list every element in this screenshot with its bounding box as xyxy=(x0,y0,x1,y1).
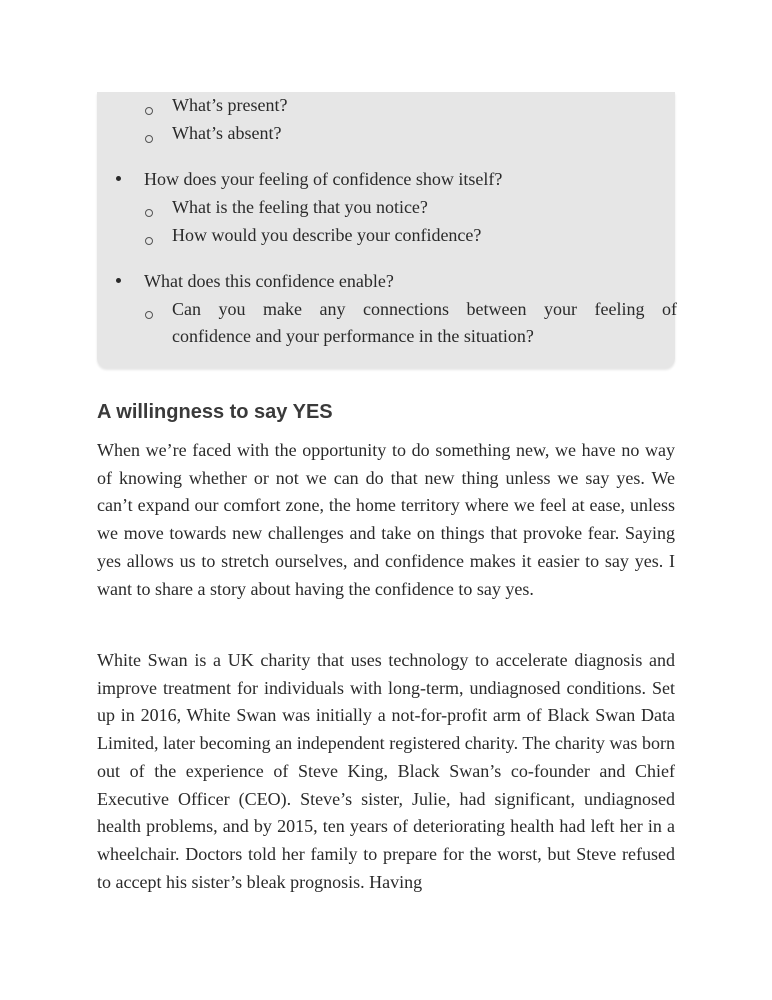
callout-subitem: What’s absent? xyxy=(172,123,282,143)
bullet-icon xyxy=(116,176,121,181)
callout-item: How does your feeling of confidence show itself? xyxy=(144,169,503,189)
hollow-bullet-icon xyxy=(145,107,153,115)
callout-subitem: How would you describe your confidence? xyxy=(172,225,482,245)
callout-subitem: What is the feeling that you notice? xyxy=(172,197,428,217)
body-paragraph: When we’re faced with the opportunity to do something new, we have no way of knowing whether or not we can do that new thing unless we say yes. We can’t expand our comfort zone, the home territory where we feel at ease, unless we move towards new challenges and take on things that provoke fear. Saying yes allows us to stretch ourselves, and confidence makes it easier to say yes. I want to share a story about having the confidence to say yes. xyxy=(97,440,675,599)
hollow-bullet-icon xyxy=(145,311,153,319)
hollow-bullet-icon xyxy=(145,237,153,245)
callout-subitem-line: Can you make any connections between your feeling of xyxy=(172,299,677,319)
hollow-bullet-icon xyxy=(145,135,153,143)
section-heading: A willingness to say YES xyxy=(97,401,333,423)
bullet-icon xyxy=(116,278,121,283)
callout-item: What does this confidence enable? xyxy=(144,271,394,291)
question-callout-box xyxy=(97,92,675,368)
callout-subitem-line: confidence and your performance in the situation? xyxy=(172,326,534,346)
body-paragraph: White Swan is a UK charity that uses technology to accelerate diagnosis and improve treatment for individuals with long-term, undiagnosed conditions. Set up in 2016, White Swan was initially a not-for-profit arm of Black Swan Data Limited, later becoming an independent registered charity. The charity was born out of the experience of Steve King, Black Swan’s co-founder and Chief Executive Officer (CEO). Steve’s sister, Julie, had significant, undiagnosed health problems, and by 2015, ten years of deteriorating health had left her in a wheelchair. Doctors told her family to prepare for the worst, but Steve refused to accept his sister’s bleak prognosis. Having xyxy=(97,650,675,892)
callout-subitem: What’s present? xyxy=(172,95,288,115)
hollow-bullet-icon xyxy=(145,209,153,217)
